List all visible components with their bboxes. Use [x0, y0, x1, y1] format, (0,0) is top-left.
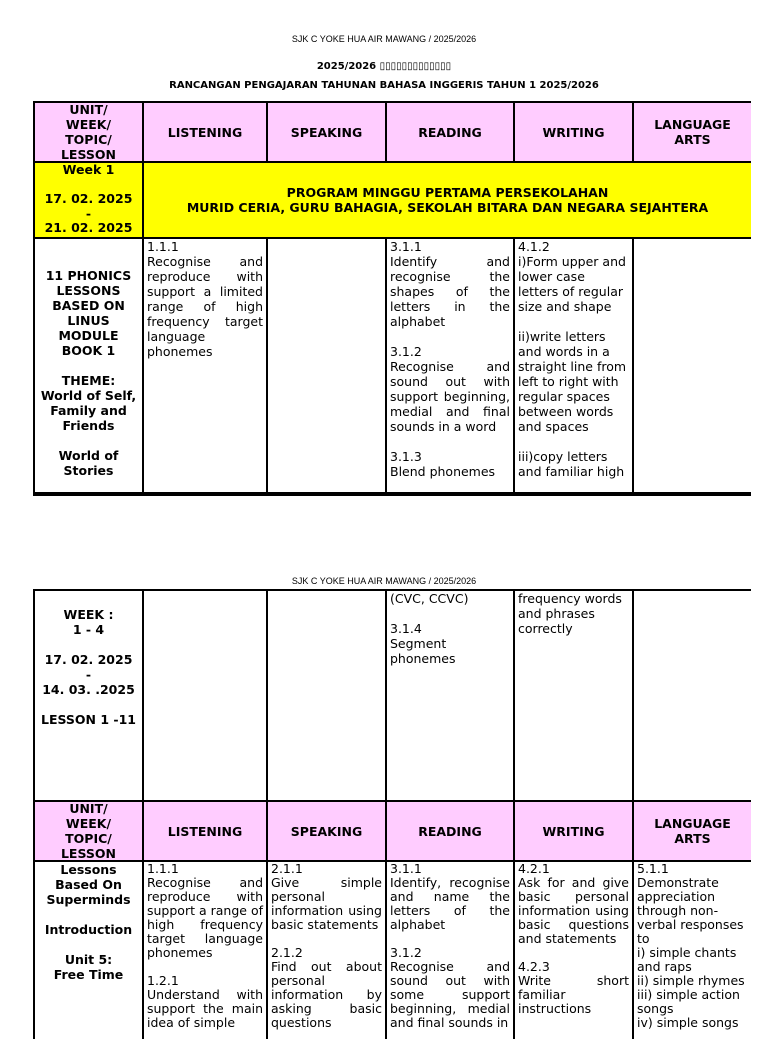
speaking-cell: [268, 239, 385, 492]
language-arts-cell: [634, 591, 751, 800]
page1-title-line2: RANCANGAN PENGAJARAN TAHUNAN BAHASA INGGERIS TAHUN 1 2025/2026: [169, 80, 599, 91]
listening-cell: 1.1.1 Recognise and reproduce with support a limited range of high frequency target language phonemes: [144, 239, 266, 492]
header-writing: WRITING: [515, 103, 632, 161]
unit-cell: Lessons Based On Superminds Introduction Unit 5: Free Time: [35, 862, 142, 1045]
header-reading: READING: [387, 103, 513, 161]
header-listening: LISTENING: [144, 802, 266, 860]
language-arts-cell: 5.1.1 Demonstrate appreciation through non-verbal responses to i) simple chants and raps ii) simple rhymes iii) simple action songs iv) simple songs: [634, 862, 751, 1045]
speaking-cell: [268, 591, 385, 800]
writing-cell: 4.2.1 Ask for and give basic personal information using basic questions and statements 4.2.3 Write short familiar instructions: [515, 862, 632, 1045]
header-unit-week-topic-lesson: UNIT/ WEEK/ TOPIC/ LESSON: [35, 103, 142, 161]
header-writing: WRITING: [515, 802, 632, 860]
speaking-cell: 2.1.1 Give simple personal information using basic statements 2.1.2 Find out about personal information by asking basic questions: [268, 862, 385, 1045]
header-reading: READING: [387, 802, 513, 860]
header-speaking: SPEAKING: [268, 103, 385, 161]
language-arts-cell: [634, 239, 751, 492]
writing-cell: frequency words and phrases correctly: [515, 591, 632, 800]
unit-cell: 11 PHONICS LESSONS BASED ON LINUS MODULE BOOK 1 THEME: World of Self, Family and Friends World of Stories: [35, 239, 142, 492]
week-range-cell: WEEK : 1 - 4 17. 02. 2025 - 14. 03. .2025 LESSON 1 -11: [35, 591, 142, 800]
header-listening: LISTENING: [144, 103, 266, 161]
header-language-arts: LANGUAGE ARTS: [634, 103, 751, 161]
program-banner: PROGRAM MINGGU PERTAMA PERSEKOLAHAN MURID CERIA, GURU BAHAGIA, SEKOLAH BITARA DAN NEGARA SEJAHTERA: [144, 163, 751, 237]
reading-cell: 3.1.1 Identify, recognise and name the letters of the alphabet 3.1.2 Recognise and sound out with some support beginning, medial and final sounds in: [387, 862, 513, 1045]
page1-plan-table: [33, 101, 751, 496]
page1-title-line1: 2025/2026 ▯▯▯▯▯▯▯▯▯▯▯▯▯: [316, 61, 452, 72]
page2-school-header: SJK C YOKE HUA AIR MAWANG / 2025/2026: [291, 576, 477, 586]
header-speaking: SPEAKING: [268, 802, 385, 860]
header-language-arts: LANGUAGE ARTS: [634, 802, 751, 860]
page1-school-header: SJK C YOKE HUA AIR MAWANG / 2025/2026: [291, 34, 477, 44]
listening-cell: 1.1.1 Recognise and reproduce with support a range of high frequency target language phonemes 1.2.1 Understand with support the main idea of simple: [144, 862, 266, 1045]
page2-plan-table: [33, 589, 751, 1039]
reading-cell: (CVC, CCVC) 3.1.4 Segment phonemes: [387, 591, 513, 800]
writing-cell: 4.1.2 i)Form upper and lower case letters of regular size and shape ii)write letters and words in a straight line from left to right with regular spaces between words and spaces iii)copy letters and familiar high: [515, 239, 632, 492]
week1-dates-cell: Week 1 17. 02. 2025 - 21. 02. 2025: [35, 163, 142, 237]
listening-cell: [144, 591, 266, 800]
header-unit-week-topic-lesson: UNIT/ WEEK/ TOPIC/ LESSON: [35, 802, 142, 860]
reading-cell: 3.1.1 Identify and recognise the shapes of the letters in the alphabet 3.1.2 Recognise and sound out with support beginning, medial and final sounds in a word 3.1.3 Blend phonemes: [387, 239, 513, 492]
